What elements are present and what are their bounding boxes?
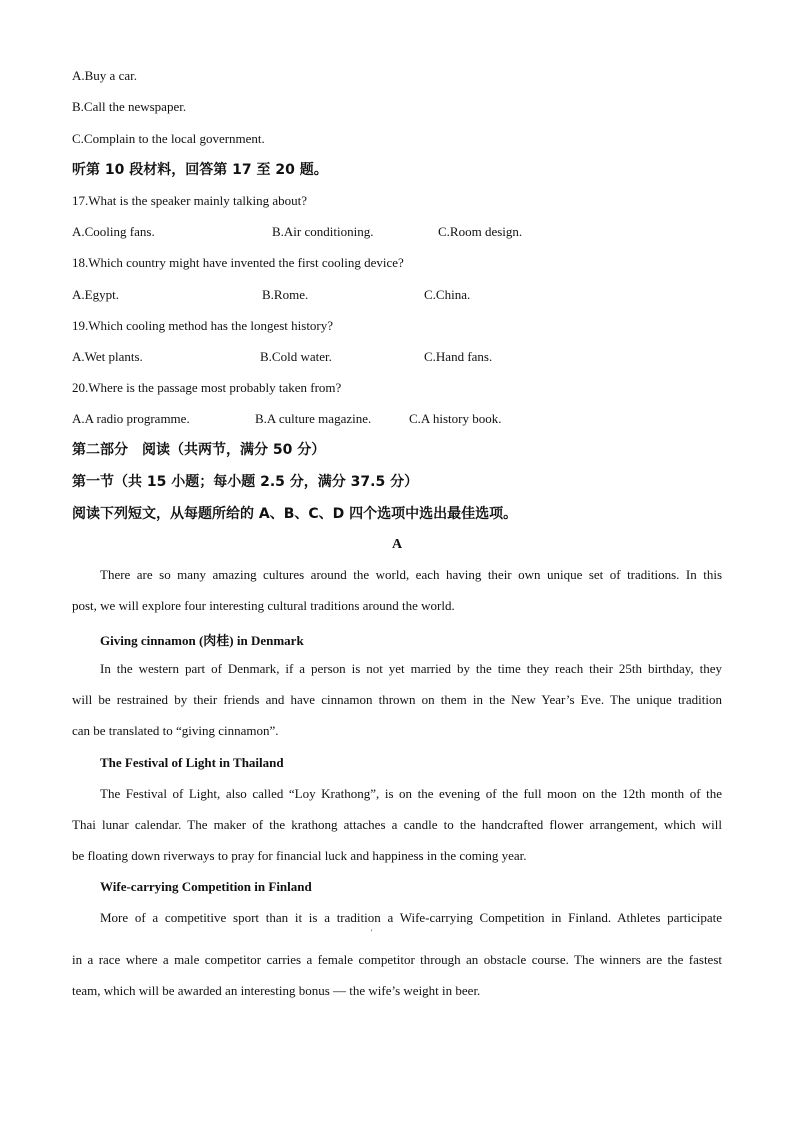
stray-mark: ' [371, 928, 373, 937]
option-line: A.Buy a car. [72, 68, 137, 83]
option-a: A.Egypt. [72, 287, 119, 302]
option-c: C.Room design. [438, 224, 523, 239]
passage-label: A [391, 537, 403, 552]
option-line: B.Call the newspaper. [72, 99, 187, 114]
paragraph-line: in a race where a male competitor carries a female competitor through an obstacle course. The winners are the fastest [72, 952, 722, 967]
question-stem: 20.Where is the passage most probably taken from? [72, 380, 342, 395]
paragraph-line: In the western part of Denmark, if a person is not yet married by the time they reach their 25th birthday, they [100, 661, 722, 676]
option-b: B.A culture magazine. [255, 411, 372, 426]
paragraph-line: will be restrained by their friends and have cinnamon thrown on them in the New Year’s Eve. The unique tradition [72, 692, 722, 707]
option-b: B.Air conditioning. [272, 224, 374, 239]
question-stem: 18.Which country might have invented the first cooling device? [72, 255, 404, 270]
option-c: C.China. [424, 287, 471, 302]
paragraph-line: There are so many amazing cultures around the world, each having their own unique set of traditions. In this [100, 567, 722, 582]
section-heading: Giving cinnamon (肉桂) in Denmark [100, 633, 304, 648]
option-a: A.Cooling fans. [72, 224, 155, 239]
paragraph-line: be floating down riverways to pray for financial luck and happiness in the coming year. [72, 848, 527, 863]
section-heading: Wife-carrying Competition in Finland [100, 879, 312, 894]
option-b: B.Rome. [262, 287, 309, 302]
section-header: 听第 10 段材料，回答第 17 至 20 题。 [72, 162, 328, 178]
option-line: C.Complain to the local government. [72, 131, 265, 146]
option-a: A.Wet plants. [72, 349, 143, 364]
paragraph-line: post, we will explore four interesting cultural traditions around the world. [72, 598, 455, 613]
question-stem: 17.What is the speaker mainly talking about? [72, 193, 308, 208]
option-b: B.Cold water. [260, 349, 332, 364]
paragraph-line: team, which will be awarded an interesting bonus — the wife’s weight in beer. [72, 983, 481, 998]
option-c: C.A history book. [409, 411, 502, 426]
question-stem: 19.Which cooling method has the longest history? [72, 318, 334, 333]
paragraph-line: The Festival of Light, also called “Loy Krathong”, is on the evening of the full moon on the 12th month of the [100, 786, 722, 801]
paragraph-line: Thai lunar calendar. The maker of the krathong attaches a candle to the handcrafted flower arrangement, which will [72, 817, 722, 832]
instruction: 阅读下列短文，从每题所给的 A、B、C、D 四个选项中选出最佳选项。 [72, 506, 518, 522]
section-title: 第一节（共 15 小题；每小题 2.5 分，满分 37.5 分） [72, 474, 419, 490]
part-title: 第二部分 阅读（共两节，满分 50 分） [72, 442, 326, 458]
paragraph-line: More of a competitive sport than it is a tradition a Wife-carrying Competition in Finland. Athletes participate [100, 910, 722, 925]
option-a: A.A radio programme. [72, 411, 190, 426]
option-c: C.Hand fans. [424, 349, 493, 364]
section-heading: The Festival of Light in Thailand [100, 755, 284, 770]
paragraph-line: can be translated to “giving cinnamon”. [72, 723, 279, 738]
